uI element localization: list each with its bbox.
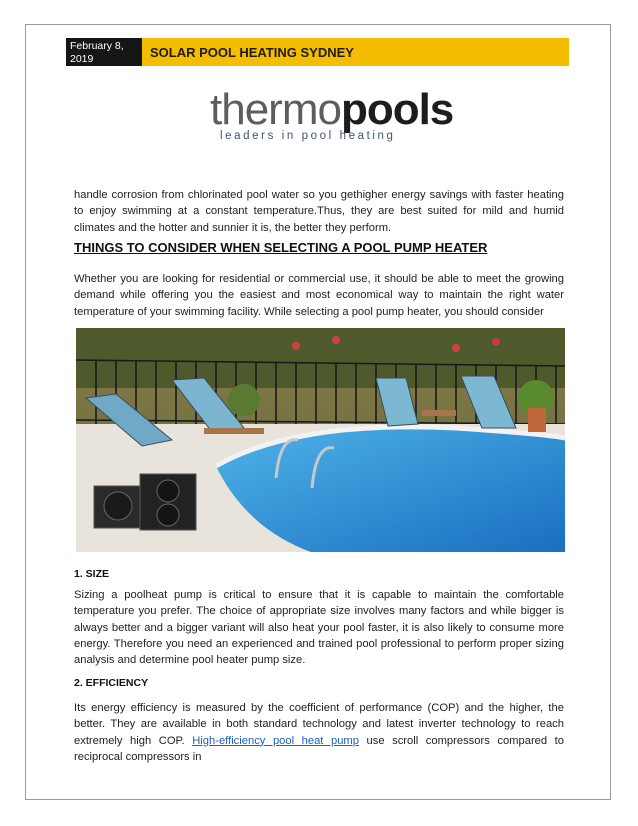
efficiency-text-after: use scroll compressors compared to reciprocal compressors in <box>74 734 564 763</box>
heat-pump-link[interactable]: High-efficiency pool heat pump <box>192 734 359 747</box>
size-paragraph: Sizing a poolheat pump is critical to ensure that it is capable to maintain the comfortable temperature you prefer. The choice of appropriate size involves many factors and while bigger is always better and a bigger variant will also heat your pool faster, it is also likely to consume more energy. Therefore you need an experienced and trained pool professional to perform proper sizing analysis and determine pool heater pump size. <box>74 589 564 667</box>
size-heading: 1. SIZE <box>74 568 110 580</box>
thermopools-logo <box>210 85 454 144</box>
logo-wordmark <box>210 85 454 134</box>
logo-tagline: leaders in pool heating <box>220 130 396 142</box>
efficiency-paragraph <box>74 700 564 765</box>
document-title: SOLAR POOL HEATING SYDNEY <box>142 38 569 66</box>
date-label: February 8, 2019 <box>66 38 142 66</box>
lead-paragraph: Whether you are looking for residential or commercial use, it should be able to meet the growing demand while offering you the easiest and most economical way to maintain the right water temperature of your swimming facility. While selecting a pool pump heater, you should consider <box>74 273 564 318</box>
efficiency-text-before: Its energy efficiency is measured by the coefficient of performance (COP) and the higher, the better. They are available in both standard technology and latest inverter technology to reach extremely high COP. <box>74 702 564 747</box>
logo-word-bold: pools <box>340 85 454 134</box>
intro-paragraph: handle corrosion from chlorinated pool water so you gethigher energy savings with faster heating to enjoy swimming at a constant temperature.Thus, they are best suited for mild and humid climates and the hotter and sunnier it is, the better they perform. <box>74 189 564 234</box>
section-heading: THINGS TO CONSIDER WHEN SELECTING A POOL PUMP HEATER <box>74 240 488 255</box>
logo-word-light: thermo <box>210 85 341 134</box>
efficiency-heading: 2. EFFICIENCY <box>74 677 149 689</box>
pool-photo <box>76 328 565 552</box>
page-header <box>66 38 569 66</box>
